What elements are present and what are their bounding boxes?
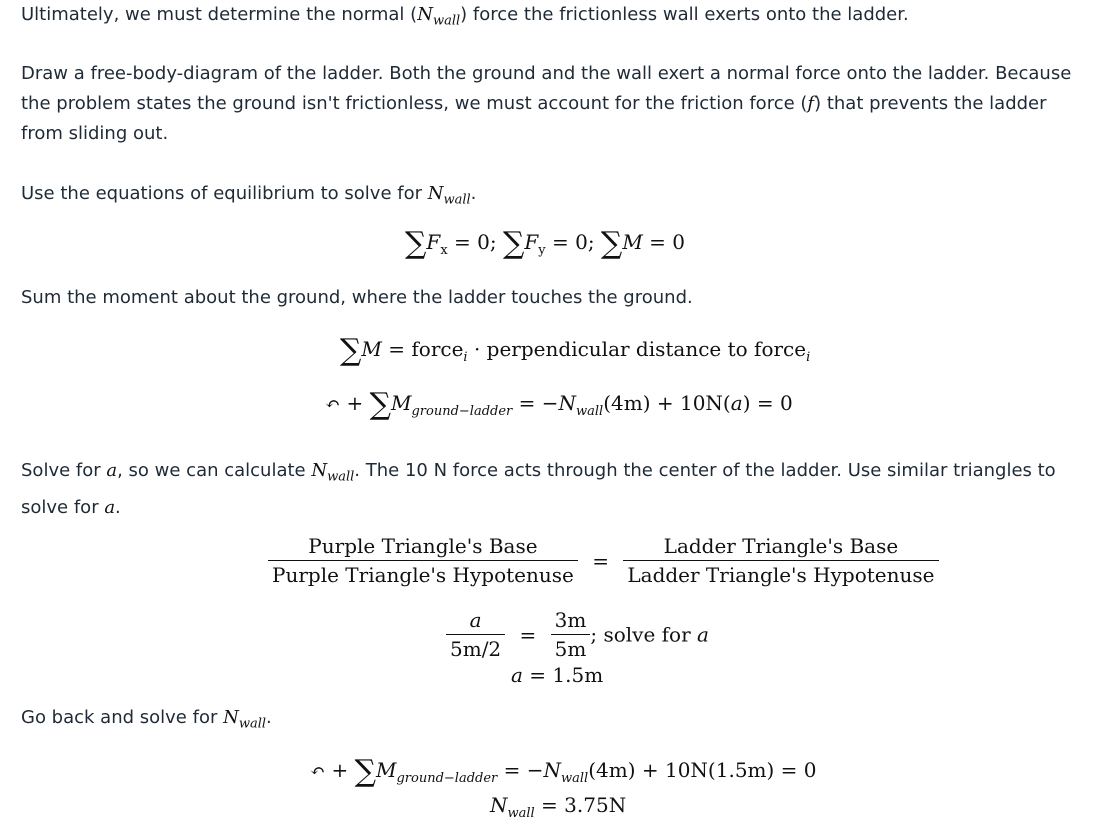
equil-text: Use the equations of equilibrium to solve for [21,183,428,204]
counterclockwise-arrow-icon: ↶ [325,394,341,415]
solve-a-paragraph: Solve for a, so we can calculate $N_{wall}$. The 10 N force acts through the center of the ladder. Use similar triangles to solve for a. [21,460,1056,518]
fbd-text-a: Draw a free-body-diagram of the ladder. Both the ground and the wall exert a normal force onto the ladder. Because the problem states the ground isn't frictionless, we must account for the friction force ( [21,63,1072,114]
go-back-paragraph: Go back and solve for $N_{wall}$. [21,707,272,732]
ratio-numeric-equation: $\frac{a}{5m/2}$ = $\frac{3m}{5m}$ ; solve for a [446,608,709,661]
sum-moment-paragraph: Sum the moment about the ground, where the ladder touches the ground. [21,287,693,308]
n-wall-var: $N_{wall}$ [427,183,471,208]
fbd-paragraph [21,59,1091,149]
ladder-triangle-fraction: $\frac{\text{Ladder Triangle's Base}}{\text{Ladder Triangle's Hypotenuse}}$ [623,534,938,587]
n-wall-var: $N_{wall}$ [417,4,461,29]
a-result: a = 1.5m [511,663,604,687]
friction-var: f [807,93,815,114]
n-wall-result: $N_{wall} = 3.75N$ [490,793,627,821]
intro-paragraph [21,0,1091,37]
fbd-text-b: ) that prevents the ladder from sliding out. [21,93,1047,144]
similar-triangles-ratio: $\frac{\text{Purple Triangle's Base}}{\text{Purple Triangle's Hypotenuse}}$ = $\frac{\text{Ladder Triangle's Base}}{\text{Ladder Triangle's Hypotenuse}}$ [268,534,939,587]
intro-text-a: Ultimately, we must determine the normal ( [21,4,418,25]
equilibrium-equations: $\sum F_x = 0$; $\sum F_y = 0$; ∑M = 0 [405,226,686,261]
equilibrium-paragraph: Use the equations of equilibrium to solve for $N_{wall}$. [21,183,477,208]
moment-definition-equation: ∑M = force$_i$ · perpendicular distance to force$_i$ [340,333,811,368]
purple-triangle-fraction: $\frac{\text{Purple Triangle's Base}}{\text{Purple Triangle's Hypotenuse}}$ [268,534,578,587]
final-moment-equation: ↶ + $\sum M_{ground-ladder} = -N_{wall}(4m) + 10N(1.5m) = 0$ [310,754,817,789]
moment-ground-ladder-equation: ↶ + $\sum M_{ground-ladder} = -N_{wall}(4m) + 10N(a) = 0$ [325,387,793,422]
intro-text-b: ) force the frictionless wall exerts onto the ladder. [460,4,909,25]
counterclockwise-arrow-icon: ↶ [310,761,326,782]
